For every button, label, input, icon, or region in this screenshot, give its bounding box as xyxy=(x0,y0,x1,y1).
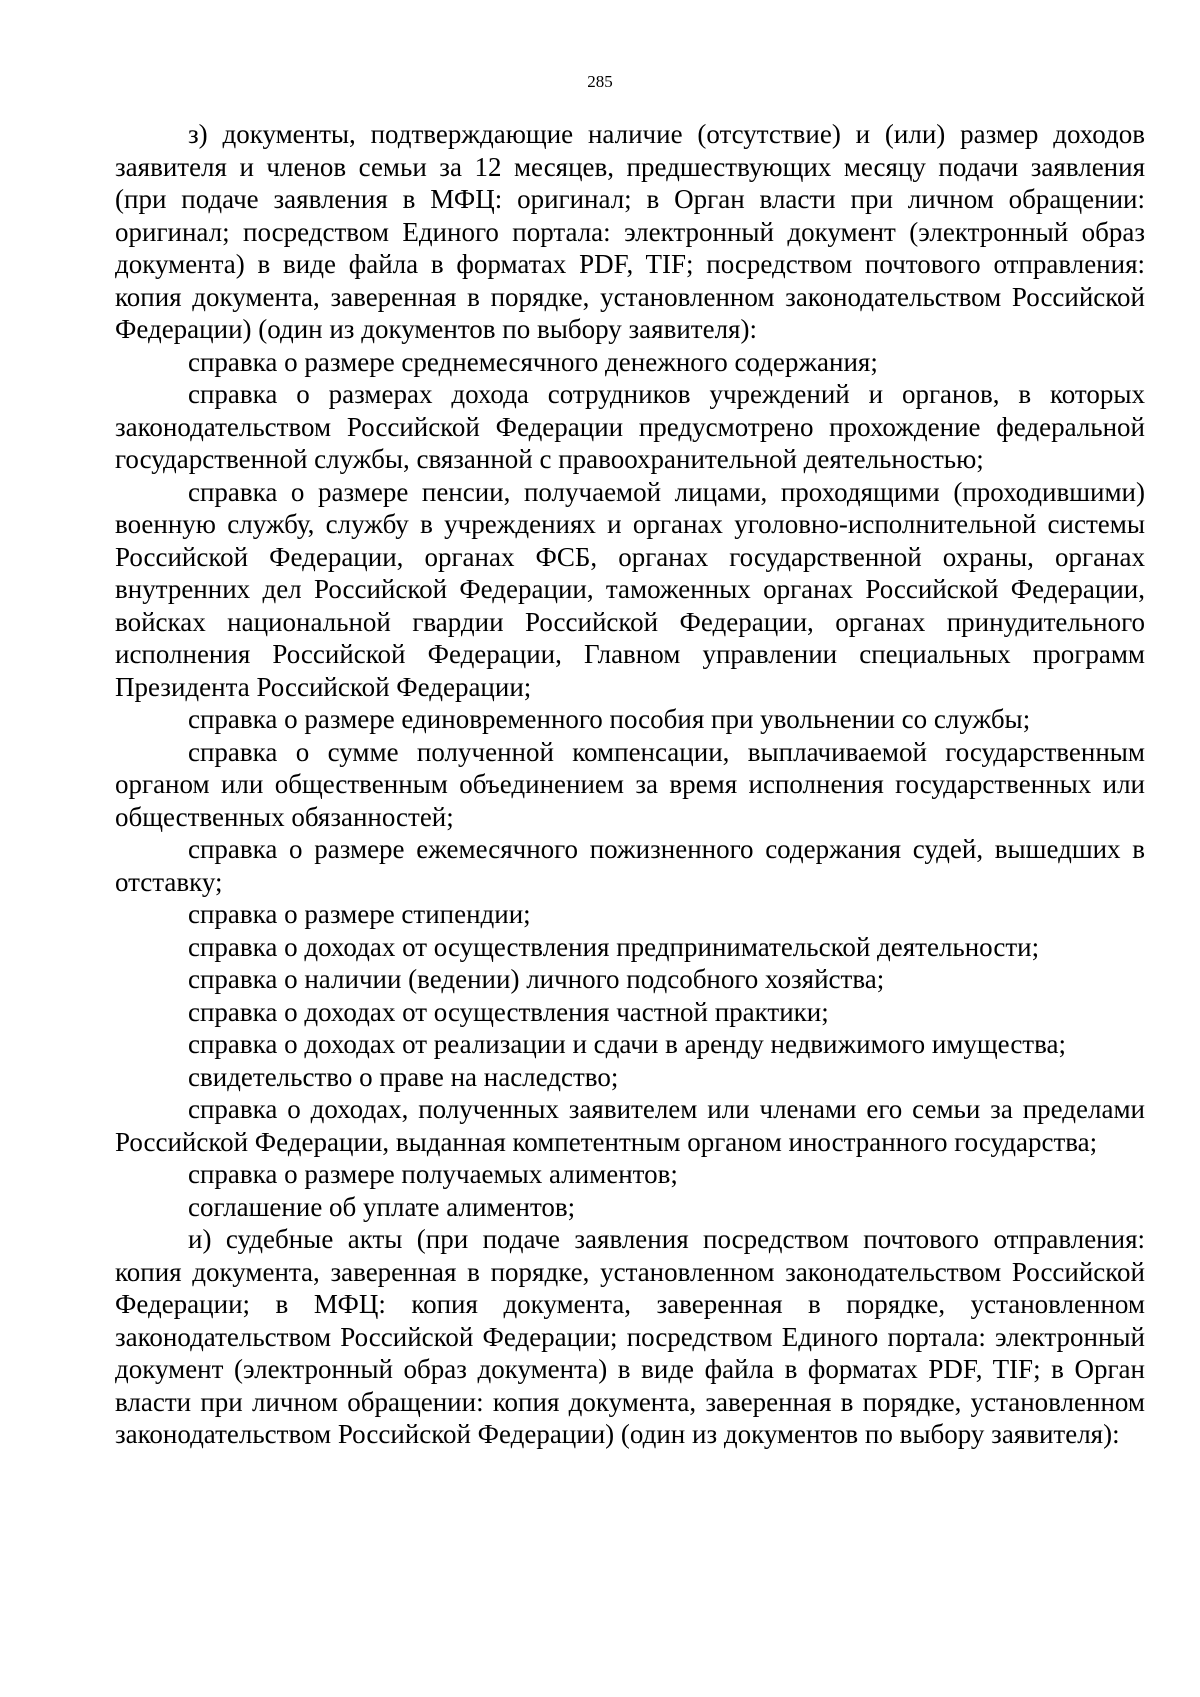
paragraph-court-acts: и) судебные акты (при подаче заявления посредством почтового отправления: копия документа, заверенная в порядке, установленном законодательством Российской Федерации; в МФЦ: копия документа, заверенная в порядке, установленном законодательством Российской Федерации; посредством Единого портала: электронный документ (электронный образ документа) в виде файла в форматах PDF, TIF; в Орган власти при личном обращении: копия документа, заверенная в порядке, установленном законодательством Российской Федерации) (один из документов по выбору заявителя): xyxy=(115,1224,1145,1449)
paragraph-average-monthly-salary: справка о размере среднемесячного денежного содержания; xyxy=(188,346,878,377)
paragraph-business-income: справка о доходах от осуществления предпринимательской деятельности; xyxy=(188,931,1040,962)
paragraph-foreign-income: справка о доходах, полученных заявителем или членами его семьи за пределами Российской Федерации, выданная компетентным органом иностранного государства; xyxy=(115,1094,1145,1157)
paragraph-law-enforcement-income: справка о размерах дохода сотрудников учреждений и органов, в которых законодательством Российской Федерации предусмотрено прохождение федеральной государственной службы, связанной с правоохранительной деятельностью; xyxy=(115,379,1145,474)
paragraph-severance-allowance: справка о размере единовременного пособия при увольнении со службы; xyxy=(188,704,1031,734)
paragraph-alimony-received: справка о размере получаемых алиментов; xyxy=(188,1159,678,1189)
paragraph-household-plot: справка о наличии (ведении) личного подсобного хозяйства; xyxy=(188,964,885,994)
paragraph-inheritance-certificate: свидетельство о праве на наследство; xyxy=(188,1061,619,1092)
paragraph-private-practice: справка о доходах от осуществления частной практики; xyxy=(188,996,829,1027)
document-body xyxy=(115,118,1145,1451)
page-number: 285 xyxy=(587,72,613,91)
paragraph-stipend: справка о размере стипендии; xyxy=(188,899,531,929)
paragraph-alimony-agreement: соглашение об уплате алиментов; xyxy=(188,1191,576,1222)
paragraph-judges-maintenance: справка о размере ежемесячного пожизненного содержания судей, вышедших в отставку; xyxy=(115,834,1145,897)
paragraph-compensation: справка о сумме полученной компенсации, выплачиваемой государственным органом или общественным объединением за время исполнения государственных или общественных обязанностей; xyxy=(115,736,1145,832)
paragraph-real-estate-income: справка о доходах от реализации и сдачи в аренду недвижимого имущества; xyxy=(188,1029,1066,1059)
paragraph-documents-income: з) документы, подтверждающие наличие (отсутствие) и (или) размер доходов заявителя и членов семьи за 12 месяцев, предшествующих месяцу подачи заявления (при подаче заявления в МФЦ: оригинал; в Орган власти при личном обращении: оригинал; посредством Единого портала: электронный документ (электронный образ документа) в виде файла в форматах PDF, TIF; посредством почтового отправления: копия документа, заверенная в порядке, установленном законодательством Российской Федерации) (один из документов по выбору заявителя): xyxy=(115,119,1145,344)
paragraph-pension: справка о размере пенсии, получаемой лицами, проходящими (проходившими) военную службу, службу в учреждениях и органах уголовно-исполнительной системы Российской Федерации, органах ФСБ, органах государственной охраны, органах внутренних дел Российской Федерации, таможенных органах Российской Федерации, войсках национальной гвардии Российской Федерации, органах принудительного исполнения Российской Федерации, Главном управлении специальных программ Президента Российской Федерации; xyxy=(115,476,1145,702)
